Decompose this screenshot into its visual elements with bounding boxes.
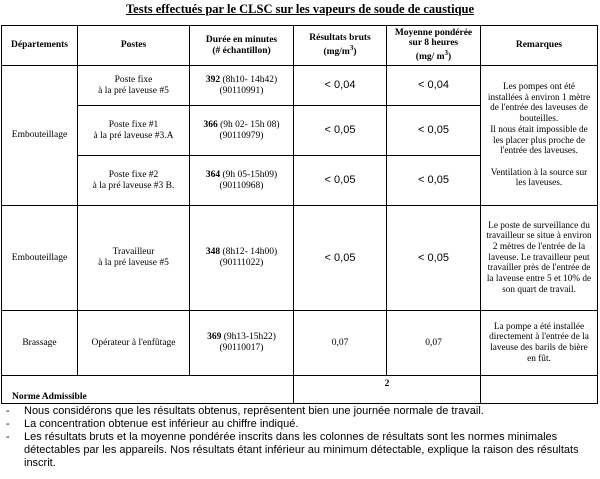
moyenne-cell: < 0,05 — [387, 106, 481, 156]
note-bullet: - — [6, 405, 10, 417]
note-bullet: - — [6, 418, 10, 430]
remarque-cell: Les pompes ont été installées à environ 1 mètre de l'entrée des laveuses de bouteilles. Il nous était impossible de les placer plus proche de l'entrée des laveuses. Ventilation à la source sur les laveuses. — [481, 66, 598, 206]
duree-cell: 348 (8h12- 14h00) (90111022) — [190, 206, 294, 311]
results-table — [1, 25, 598, 404]
norme-value: 2 — [294, 376, 481, 404]
poste-cell: Poste fixe #2 à la pré laveuse #3 B. — [78, 156, 190, 206]
remarque-cell: La pompe a été installée directement à l'entrée de la laveuse des barils de bière en fût. — [481, 311, 598, 376]
table-row — [2, 206, 598, 311]
poste-cell: Travailleur à la pré laveuse #5 — [78, 206, 190, 311]
duree-cell: 369 (9h13-15h22) (90110017) — [190, 311, 294, 376]
header-resultats-bruts: Résultats bruts $(mg/m^3)$ — [294, 26, 387, 66]
header-duree: Durée en minutes (# échantillon) — [190, 26, 294, 66]
norme-empty-cell — [481, 376, 598, 404]
poste-cell: Poste fixe à la pré laveuse #5 — [78, 66, 190, 106]
remarque-cell: Le poste de surveillance du travailleur se situe à environ 2 mètres de l'entrée de la laveuse. Le travailleur peut travailler près de l'entrée de la laveuse entre 5 et 10% de son quart de travail. — [481, 206, 598, 311]
page-title: Tests effectués par le CLSC sur les vapeurs de soude de caustique — [125, 2, 475, 16]
notes-list — [6, 405, 594, 470]
departement-cell: Brassage — [2, 311, 78, 376]
header-row — [2, 26, 598, 66]
header-departements: Départements — [2, 26, 78, 66]
note-item: - Nous considérons que les résultats obtenus, représentent bien une journée normale de travail. — [6, 405, 484, 417]
poste-cell: Opérateur à l'enfûtage — [78, 311, 190, 376]
table-row — [2, 66, 598, 106]
header-postes: Postes — [78, 26, 190, 66]
moyenne-cell: < 0,05 — [387, 156, 481, 206]
header-remarques: Remarques — [481, 26, 598, 66]
norme-label: Norme Admissible — [2, 376, 294, 404]
poste-cell: Poste fixe #1 à la pré laveuse #3.A — [78, 106, 190, 156]
duree-cell: 366 (9h 02- 15h 08) (90110979) — [190, 106, 294, 156]
note-bullet: - — [6, 431, 10, 443]
duree-cell: 364 (9h 05-15h09) (90110968) — [190, 156, 294, 206]
resultat-brut-cell: < 0,05 — [294, 206, 387, 311]
resultat-brut-cell: 0,07 — [294, 311, 387, 376]
resultat-brut-cell: < 0,05 — [294, 156, 387, 206]
duree-cell: 392 (8h10- 14h42) (90110991) — [190, 66, 294, 106]
resultat-brut-cell: < 0,04 — [294, 66, 387, 106]
moyenne-cell: 0,07 — [387, 311, 481, 376]
note-item: - La concentration obtenue est inférieur au chiffre indiqué. — [6, 418, 299, 430]
table-row — [2, 311, 598, 376]
header-moyenne-ponderee: Moyenne pondérée sur 8 heures (mg/ $m^3$) — [387, 26, 481, 66]
norme-row — [2, 376, 598, 404]
moyenne-cell: < 0,04 — [387, 66, 481, 106]
note-item: - Les résultats bruts et la moyenne pondérée inscrits dans les colonnes de résultats sont les normes minimales détectables par les appareils. Nos résultats étant inférieur au minimum détectable, explique la raison des résultats inscrit. — [6, 431, 579, 469]
moyenne-cell: < 0,05 — [387, 206, 481, 311]
resultat-brut-cell: < 0,05 — [294, 106, 387, 156]
departement-cell: Embouteillage — [2, 206, 78, 311]
departement-cell: Embouteillage — [2, 66, 78, 206]
